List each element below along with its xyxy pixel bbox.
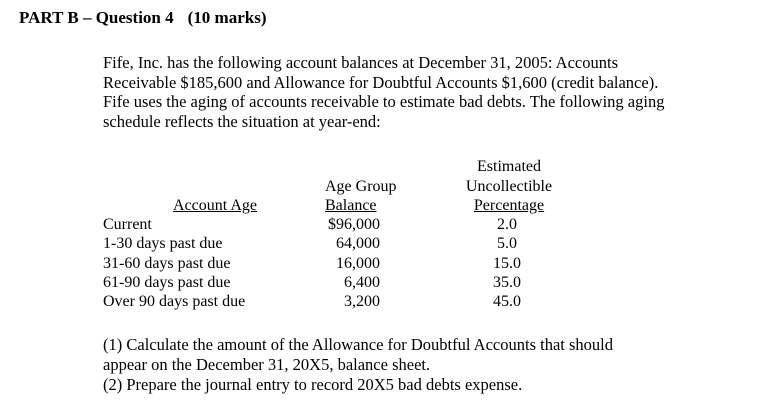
row-account-age: 1-30 days past due (103, 235, 223, 252)
question-line: appear on the December 31, 20X5, balance sheet. (103, 355, 431, 374)
intro-line: Receivable $185,600 and Allowance for Doubtful Accounts $1,600 (credit balance). (103, 72, 659, 92)
header-group-line2: Balance (325, 197, 377, 214)
row-percentage: 5.0 (497, 235, 517, 252)
header-group-line1: Age Group (325, 178, 397, 195)
problem-intro (103, 53, 763, 131)
header-account-age: Account Age (173, 197, 257, 214)
row-balance: 64,000 (336, 235, 380, 252)
question-heading (19, 8, 267, 28)
question-prompts (103, 335, 763, 395)
row-account-age: 31-60 days past due (103, 255, 231, 272)
row-percentage: 2.0 (497, 216, 517, 233)
row-percentage: 45.0 (493, 293, 521, 310)
header-pct-line1: Estimated (477, 158, 541, 175)
row-account-age: Over 90 days past due (103, 293, 246, 310)
marks-label: (10 marks) (187, 8, 267, 27)
row-account-age: Current (103, 216, 152, 233)
row-percentage: 35.0 (493, 274, 521, 291)
row-account-age: 61-90 days past due (103, 274, 231, 291)
row-balance: 6,400 (344, 274, 380, 291)
intro-line: schedule reflects the situation at year-end: (103, 111, 381, 131)
row-percentage: 15.0 (493, 255, 521, 272)
row-balance: 16,000 (336, 255, 380, 272)
intro-line: Fife, Inc. has the following account balances at December 31, 2005: Accounts (103, 53, 619, 72)
question-line: (2) Prepare the journal entry to record 20X5 bad debts expense. (103, 375, 523, 394)
row-balance: 3,200 (344, 293, 380, 310)
header-pct-line2: Uncollectible (465, 178, 553, 195)
header-pct-line3: Percentage (473, 197, 545, 214)
question-line: (1) Calculate the amount of the Allowance for Doubtful Accounts that should (103, 335, 614, 354)
row-balance: $96,000 (328, 216, 380, 233)
intro-line: Fife uses the aging of accounts receivable to estimate bad debts. The following aging (103, 92, 665, 111)
part-title: PART B – Question 4 (19, 8, 174, 27)
